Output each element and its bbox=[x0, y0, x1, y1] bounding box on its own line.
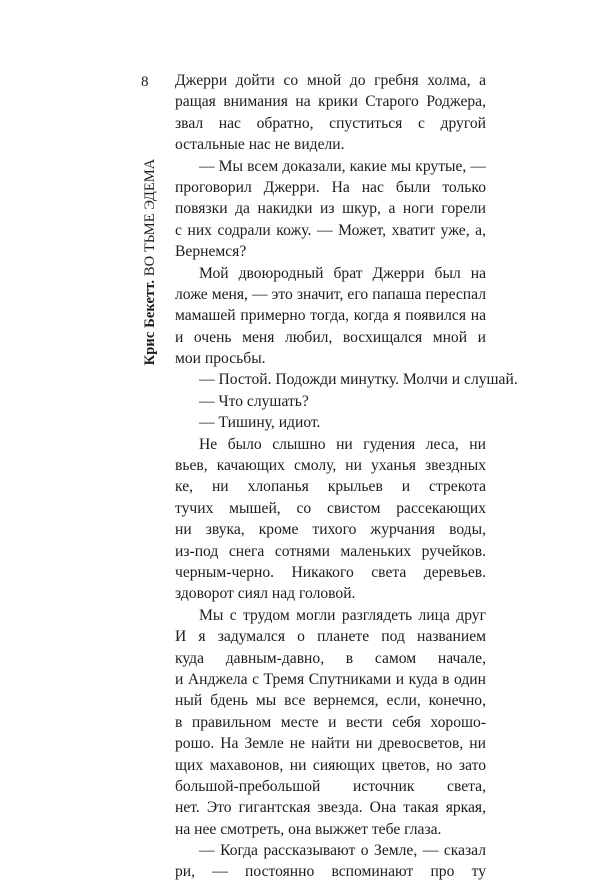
text-line: вьев, качающих смолу, ни уханья звездных bbox=[175, 457, 486, 475]
text-line: черным-черно. Никакого света деревьев. bbox=[175, 563, 486, 581]
text-line: — Что слушать? bbox=[199, 392, 309, 410]
text-line: — Мы всем доказали, какие мы крутые, — bbox=[199, 157, 486, 175]
text-line: ни звука, кроме тихого журчания воды, bbox=[175, 521, 486, 539]
text-line: в правильном месте и вести себя хорошо- bbox=[175, 713, 486, 731]
text-line: куда давным-давно, в самом начале, bbox=[175, 649, 486, 667]
text-line: Не было слышно ни гудения леса, ни bbox=[199, 435, 486, 453]
text-line: с них содрали кожу. — Может, хватит уже, а, bbox=[175, 221, 486, 239]
text-line: — Тишину, идиот. bbox=[199, 414, 321, 432]
text-line: ке, ни хлопанья крыльев и стрекота bbox=[175, 478, 486, 496]
running-head bbox=[142, 159, 158, 366]
page-number: 8 bbox=[141, 74, 149, 90]
text-line: на нее смотреть, она выжжет тебе глаза. bbox=[175, 820, 442, 838]
text-line: — Постой. Подожди минутку. Молчи и слушай. bbox=[199, 371, 518, 389]
text-line: Мы с трудом могли разглядеть лица друг bbox=[199, 606, 486, 624]
text-line: рошо. На Земле не найти ни древосветов, ни bbox=[175, 735, 486, 753]
text-line: нет. Это гигантская звезда. Она такая яркая, bbox=[175, 799, 486, 817]
text-line: мамашей примерно тогда, когда я появился на bbox=[175, 307, 486, 325]
text-line: тучих мышей, со свистом рассекающих bbox=[175, 499, 486, 517]
text-line: большой-пребольшой источник света, bbox=[175, 777, 486, 795]
text-line: из-под снега сотнями маленьких ручейков. bbox=[175, 542, 486, 560]
text-line: ри, — постоянно вспоминают про ту bbox=[175, 863, 486, 881]
text-line: Мой двоюродный брат Джерри был на bbox=[199, 264, 486, 282]
text-line: повязки да накидки из шкур, а ноги горели bbox=[175, 200, 486, 218]
text-line: проговорил Джерри. На нас были только bbox=[175, 178, 486, 196]
text-line: звал нас обратно, спуститься с другой bbox=[175, 114, 486, 132]
running-head-author: Крис Бекетт. bbox=[142, 279, 158, 366]
text-line: И я задумался о планете под названием bbox=[175, 628, 486, 646]
text-line: Джерри дойти со мной до гребня холма, а bbox=[175, 72, 486, 89]
text-line: и очень меня любил, восхищался мной и bbox=[175, 328, 486, 346]
text-line: мои просьбы. bbox=[175, 350, 266, 368]
text-line: Вернемся? bbox=[175, 243, 247, 261]
body-text bbox=[175, 70, 518, 883]
text-line: ращая внимания на крики Старого Роджера, bbox=[175, 93, 486, 111]
running-head-title: ВО ТЬМЕ ЭДЕМА bbox=[142, 158, 158, 277]
text-line: — Когда рассказывают о Земле, — сказал bbox=[199, 842, 486, 860]
text-line: ложе меня, — это значит, его папаша переспал bbox=[175, 285, 486, 303]
text-line: ный бдень мы все вернемся, если, конечно, bbox=[175, 692, 486, 710]
text-line: щих махавонов, ни сияющих цветов, но зато bbox=[175, 756, 486, 774]
text-line: и Анджела с Тремя Спутниками и куда в один bbox=[175, 670, 486, 688]
text-line: здоворот сиял над головой. bbox=[175, 585, 356, 603]
text-line: остальные нас не видели. bbox=[175, 136, 345, 154]
